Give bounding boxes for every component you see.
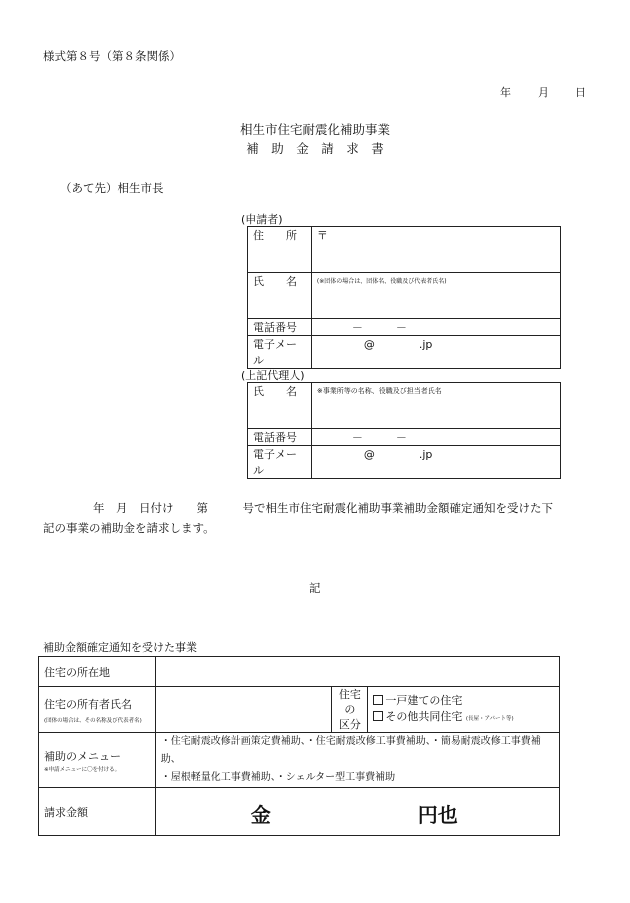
housing-type-label — [332, 687, 368, 733]
owner-cell — [39, 687, 156, 733]
agent-email-value[interactable]: @ .jp — [311, 446, 560, 479]
applicant-phone-label: 電話番号 — [248, 319, 312, 336]
menu-label: 補助のメニュー — [44, 749, 121, 763]
housing-type-label-1: 住宅 — [338, 688, 361, 701]
agent-name-label: 氏 名 — [248, 383, 312, 429]
option-other-note: (長屋・アパート等) — [465, 715, 514, 722]
menu-cell — [39, 733, 156, 788]
project-table — [38, 656, 560, 836]
checkbox-other[interactable] — [373, 711, 383, 721]
date-month-label: 月 — [538, 86, 549, 99]
applicant-address-value[interactable]: 〒 — [311, 227, 560, 273]
option-detached[interactable] — [373, 693, 554, 709]
housing-type-label-3: 区分 — [338, 718, 361, 731]
amount-yen: 円也 — [417, 803, 458, 827]
location-label: 住宅の所在地 — [39, 657, 156, 687]
housing-type-options — [368, 687, 560, 733]
applicant-section-label: (申請者) — [241, 213, 283, 226]
applicant-email-value[interactable]: @ .jp — [311, 336, 560, 369]
applicant-name-field[interactable] — [311, 273, 560, 319]
body-text-line-2: 記の事業の補助金を請求します。 — [43, 521, 215, 535]
applicant-phone-value[interactable]: － － — [311, 319, 560, 336]
owner-note: (団体の場合は、その名称及び代表者名) — [44, 717, 142, 724]
checkbox-detached[interactable] — [373, 695, 383, 705]
agent-name-field[interactable] — [311, 383, 560, 429]
agent-email-label: 電子メール — [248, 446, 312, 479]
applicant-email-label: 電子メール — [248, 336, 312, 369]
project-caption: 補助金額確定通知を受けた事業 — [43, 641, 197, 654]
option-other[interactable] — [373, 709, 554, 727]
menu-note: ※申請メニューに〇を付ける。 — [44, 766, 121, 773]
title-line-2: 補 助 金 請 求 書 — [246, 141, 384, 156]
date-year-label: 年 — [500, 86, 511, 99]
amount-field[interactable] — [155, 788, 559, 836]
agent-section-label: (上記代理人) — [241, 369, 305, 382]
option-other-label: その他共同住宅 — [385, 709, 463, 723]
amount-kin: 金 — [250, 803, 271, 827]
body-text-line-1: 年 月 日付け 第 号で相生市住宅耐震化補助事業補助金額確定通知を受けた下 — [93, 501, 553, 515]
agent-table — [247, 382, 561, 479]
form-number: 様式第８号（第８条関係） — [43, 49, 181, 63]
agent-phone-label: 電話番号 — [248, 429, 312, 446]
menu-line-1: ・住宅耐震改修計画策定費補助、・住宅耐震改修工事費補助、・簡易耐震改修工事費補助、 — [160, 736, 541, 765]
ki-marker: 記 — [309, 581, 321, 595]
date-day-label: 日 — [575, 86, 586, 99]
applicant-name-label: 氏 名 — [248, 273, 312, 319]
applicant-name-note: (※団体の場合は、団体名、役職及び代表者氏名) — [316, 278, 447, 285]
applicant-address-label: 住 所 — [248, 227, 312, 273]
menu-options[interactable] — [155, 733, 559, 788]
location-field[interactable] — [155, 657, 559, 687]
amount-label: 請求金額 — [39, 788, 156, 836]
title-line-1: 相生市住宅耐震化補助事業 — [239, 122, 390, 137]
owner-field[interactable] — [155, 687, 332, 733]
owner-label: 住宅の所有者氏名 — [44, 697, 132, 711]
housing-type-label-2: の — [344, 703, 356, 716]
agent-name-note: ※事業所等の名称、役職及び担当者氏名 — [316, 387, 442, 395]
option-detached-label: 一戸建ての住宅 — [385, 693, 463, 707]
agent-phone-value[interactable]: － － — [311, 429, 560, 446]
addressee: （あて先）相生市長 — [60, 181, 164, 195]
menu-line-2: ・屋根軽量化工事費補助、・シェルター型工事費補助 — [160, 772, 396, 783]
applicant-table — [247, 226, 561, 369]
